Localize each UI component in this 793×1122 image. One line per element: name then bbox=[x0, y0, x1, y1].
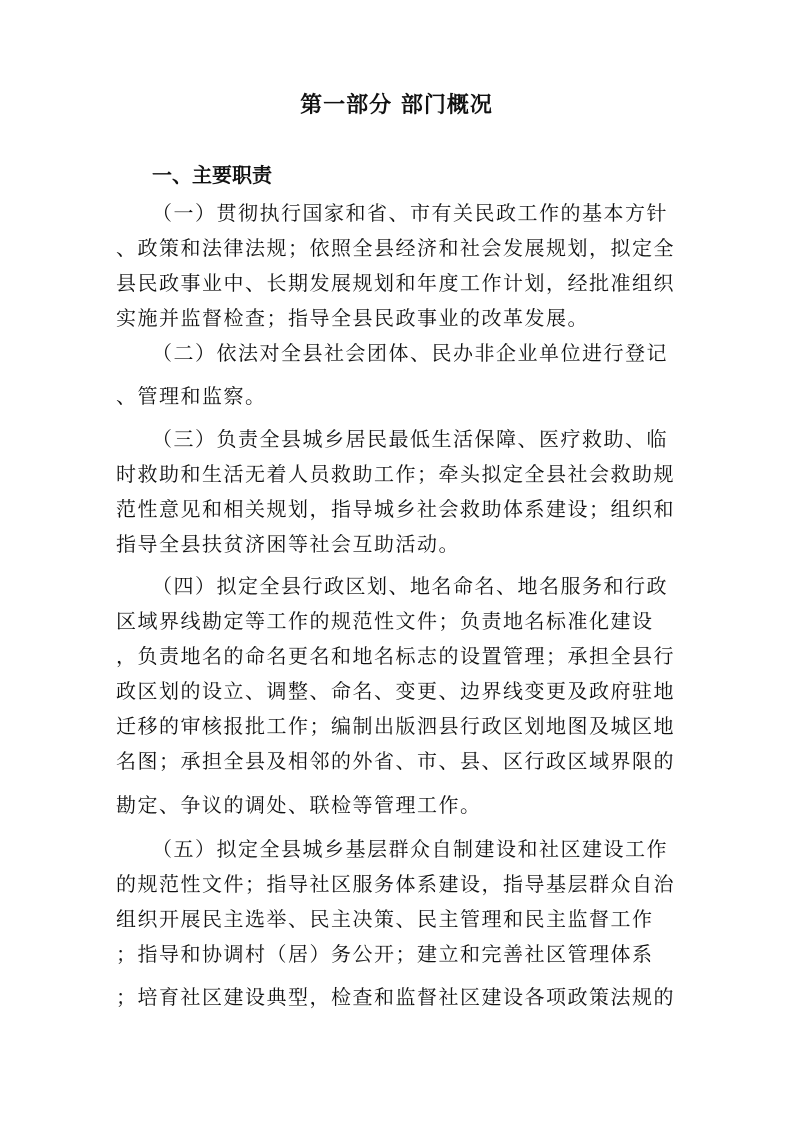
text-line: ；培育社区建设典型，检查和监督社区建设各项政策法规的 bbox=[116, 985, 675, 1009]
page-title: 第一部分 部门概况 bbox=[300, 93, 493, 118]
text-line: （一）贯彻执行国家和省、市有关民政工作的基本方针 bbox=[152, 201, 668, 225]
text-line: 政区划的设立、调整、命名、变更、边界线变更及政府驻地 bbox=[116, 679, 675, 703]
text-line: 实施并监督检查；指导全县民政事业的改革发展。 bbox=[116, 306, 589, 330]
text-line: 名图；承担全县及相邻的外省、市、县、区行政区域界限的 bbox=[116, 749, 675, 773]
text-line: （三）负责全县城乡居民最低生活保障、医疗救助、临 bbox=[152, 427, 668, 451]
text-line: 范性意见和相关规划，指导城乡社会救助体系建设；组织和 bbox=[116, 497, 675, 521]
text-line: 的规范性文件；指导社区服务体系建设，指导基层群众自治 bbox=[116, 872, 675, 896]
text-line: 、管理和监察。 bbox=[116, 384, 267, 408]
text-line: 指导全县扶贫济困等社会互助活动。 bbox=[116, 532, 460, 556]
text-line: （二）依法对全县社会团体、民办非企业单位进行登记 bbox=[152, 341, 668, 365]
text-line: ；指导和协调村（居）务公开；建立和完善社区管理体系 bbox=[116, 942, 654, 966]
text-line: 组织开展民主选举、民主决策、民主管理和民主监督工作 bbox=[116, 907, 654, 931]
text-line: 时救助和生活无着人员救助工作；牵头拟定全县社会救助规 bbox=[116, 462, 675, 486]
text-line: ，负责地名的命名更名和地名标志的设置管理；承担全县行 bbox=[116, 644, 675, 668]
text-line: 县民政事业中、长期发展规划和年度工作计划，经批准组织 bbox=[116, 271, 675, 295]
text-line: 区域界线勘定等工作的规范性文件；负责地名标准化建设 bbox=[116, 609, 654, 633]
section-heading: 一、主要职责 bbox=[152, 163, 272, 187]
text-line: 、政策和法律法规；依照全县经济和社会发展规划，拟定全 bbox=[116, 236, 675, 260]
text-line: 迁移的审核报批工作；编制出版泗县行政区划地图及城区地 bbox=[116, 714, 675, 738]
text-line: （五）拟定全县城乡基层群众自制建设和社区建设工作 bbox=[152, 837, 668, 861]
text-line: 勘定、争议的调处、联检等管理工作。 bbox=[116, 793, 482, 817]
text-line: （四）拟定全县行政区划、地名命名、地名服务和行政 bbox=[152, 574, 668, 598]
